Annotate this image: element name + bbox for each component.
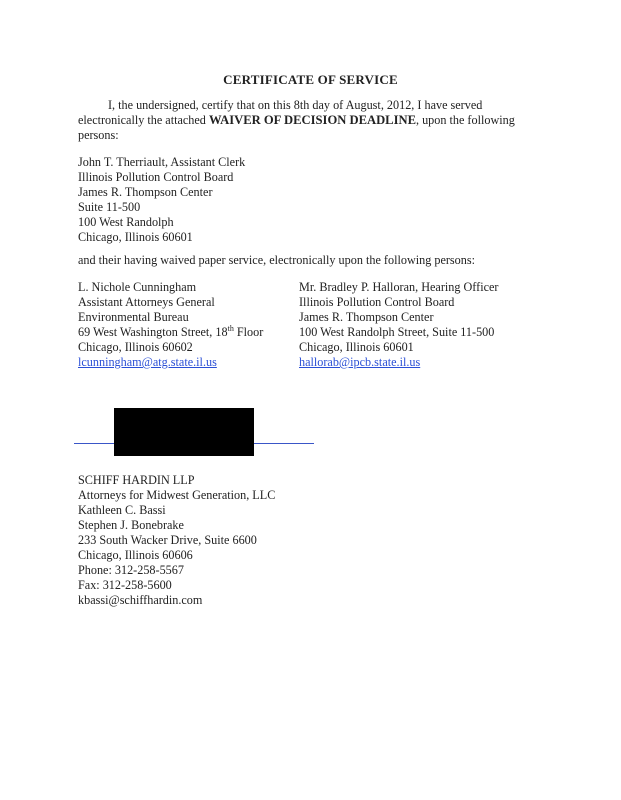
document-name: WAIVER OF DECISION DEADLINE [208, 113, 416, 127]
contact-org: Illinois Pollution Control Board [299, 295, 455, 309]
contact-title: Assistant Attorneys General [78, 295, 215, 309]
recipient-line: 100 West Randolph [78, 215, 174, 229]
recipient-address [78, 155, 245, 245]
contact-building: James R. Thompson Center [299, 310, 434, 324]
contact-name: Mr. Bradley P. Halloran, Hearing Officer [299, 280, 499, 294]
intro-text-2: , upon the following persons: [78, 113, 515, 142]
contact-city: Chicago, Illinois 60602 [78, 340, 193, 354]
intro-paragraph [78, 98, 518, 143]
firm-line: Chicago, Illinois 60606 [78, 548, 193, 562]
firm-line: 233 South Wacker Drive, Suite 6600 [78, 533, 257, 547]
recipient-line: John T. Therriault, Assistant Clerk [78, 155, 246, 169]
waived-service-text: and their having waived paper service, electronically upon the following persons: [78, 253, 475, 267]
contact-street: 100 West Randolph Street, Suite 11-500 [299, 325, 495, 339]
left-contact [78, 280, 263, 370]
page-title: CERTIFICATE OF SERVICE [223, 72, 398, 87]
email-link-halloran[interactable]: hallorab@ipcb.state.il.us [299, 355, 421, 369]
intro-text-1: I, the undersigned, certify that on this 8th day of August, 2012, I have served electronically the attached [78, 98, 483, 127]
firm-block [78, 473, 275, 608]
contact-name: L. Nichole Cunningham [78, 280, 197, 294]
redacted-signature [114, 408, 254, 456]
contact-street: 69 West Washington Street, 18th Floor [78, 323, 264, 339]
firm-line: Stephen J. Bonebrake [78, 518, 184, 532]
firm-email: kbassi@schiffhardin.com [78, 593, 203, 607]
firm-line: Attorneys for Midwest Generation, LLC [78, 488, 276, 502]
contact-city: Chicago, Illinois 60601 [299, 340, 414, 354]
recipient-line: Suite 11-500 [78, 200, 141, 214]
recipient-line: James R. Thompson Center [78, 185, 213, 199]
firm-phone: Phone: 312-258-5567 [78, 563, 184, 577]
firm-name: SCHIFF HARDIN LLP [78, 473, 195, 487]
firm-line: Kathleen C. Bassi [78, 503, 166, 517]
right-contact [299, 280, 498, 370]
recipient-line: Illinois Pollution Control Board [78, 170, 234, 184]
recipient-line: Chicago, Illinois 60601 [78, 230, 193, 244]
contact-office: Environmental Bureau [78, 310, 189, 324]
firm-fax: Fax: 312-258-5600 [78, 578, 172, 592]
email-link-cunningham[interactable]: lcunningham@atg.state.il.us [78, 355, 217, 369]
